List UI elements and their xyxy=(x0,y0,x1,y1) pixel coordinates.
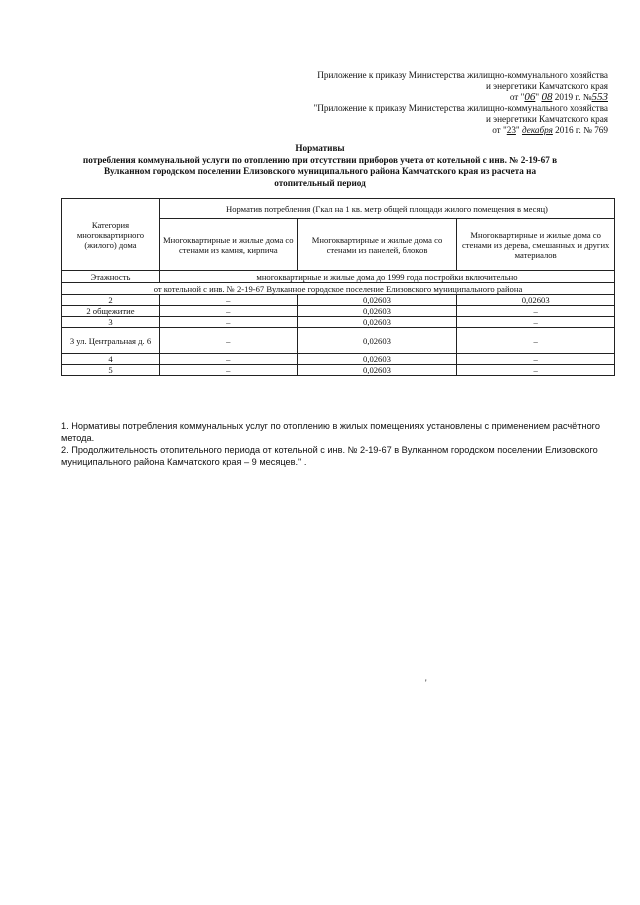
prev-date-suffix: 2016 г. № 769 xyxy=(552,125,608,135)
title-line1: Нормативы xyxy=(295,143,345,153)
col-stone-header: Многоквартирные и жилые дома со стенами из камня, кирпича xyxy=(159,219,297,271)
stray-mark: ' xyxy=(425,678,427,688)
prev-date-mid: " xyxy=(515,125,522,135)
previous-order-header xyxy=(314,103,608,136)
cell-panel: 0,02603 xyxy=(297,306,457,317)
cell-wood: – xyxy=(457,365,615,376)
col-wood-header: Многоквартирные и жилые дома со стенами из дерева, смешанных и других материалов xyxy=(457,219,615,271)
date-year: 2019 г. № xyxy=(552,92,592,102)
order-header-line1: Приложение к приказу Министерства жилищно-коммунального хозяйства xyxy=(317,70,608,80)
title-line4: отопительный период xyxy=(274,177,366,188)
prev-day: 23 xyxy=(506,125,516,135)
handwritten-day: 06 xyxy=(524,91,536,103)
document-title xyxy=(50,143,590,189)
cell-panel: 0,02603 xyxy=(297,328,457,354)
cell-panel: 0,02603 xyxy=(297,365,457,376)
table-row xyxy=(62,317,615,328)
col-panel-header: Многоквартирные и жилые дома со стенами из панелей, блоков xyxy=(297,219,457,271)
boiler-desc: от котельной с инв. № 2-19-67 Вулканное городское поселение Елизовского муниципального района xyxy=(62,283,615,295)
row-label: 2 общежитие xyxy=(62,306,160,317)
date-mid: " xyxy=(535,92,540,102)
cell-stone: – xyxy=(159,306,297,317)
title-line2: потребления коммунальной услуги по отоплению при отсутствии приборов учета от котельной с инв. № 2-19-67 в xyxy=(82,154,558,165)
row-label: 4 xyxy=(62,354,160,365)
previous-header-line2: и энергетики Камчатского края xyxy=(485,114,608,124)
row-label: 3 xyxy=(62,317,160,328)
cell-stone: – xyxy=(159,354,297,365)
previous-header-date xyxy=(314,125,608,136)
table-row xyxy=(62,306,615,317)
row-label: 5 xyxy=(62,365,160,376)
date-prefix: от " xyxy=(509,92,525,102)
row-label: 3 ул. Центральная д. 6 xyxy=(62,328,160,354)
cell-stone: – xyxy=(159,295,297,306)
cell-panel: 0,02603 xyxy=(297,317,457,328)
cell-panel: 0,02603 xyxy=(297,295,457,306)
table-row xyxy=(62,354,615,365)
cell-wood: – xyxy=(457,328,615,354)
cell-stone: – xyxy=(159,365,297,376)
table-row xyxy=(62,365,615,376)
prev-month: декабря xyxy=(521,125,553,135)
cell-panel: 0,02603 xyxy=(297,354,457,365)
cell-stone: – xyxy=(159,317,297,328)
cell-wood: – xyxy=(457,306,615,317)
category-header: Категория многоквартирного (жилого) дома xyxy=(62,199,160,271)
cell-wood: 0,02603 xyxy=(457,295,615,306)
order-header xyxy=(317,70,608,103)
prev-date-prefix: от " xyxy=(492,125,507,135)
order-header-date xyxy=(317,92,608,103)
floors-label: Этажность xyxy=(62,271,160,283)
handwritten-number: 553 xyxy=(591,91,608,103)
norms-table xyxy=(61,198,615,376)
cell-wood: – xyxy=(457,317,615,328)
note-1: 1. Нормативы потребления коммунальных услуг по отоплению в жилых помещениях установлены с применением расчётного метода. xyxy=(61,421,600,443)
floors-desc: многоквартирные и жилые дома до 1999 года постройки включительно xyxy=(159,271,614,283)
norm-header: Норматив потребления (Гкал на 1 кв. метр общей площади жилого помещения в месяц) xyxy=(159,199,614,219)
row-label: 2 xyxy=(62,295,160,306)
notes xyxy=(61,421,615,469)
cell-stone: – xyxy=(159,328,297,354)
handwritten-month: 08 xyxy=(541,91,553,103)
note-2: 2. Продолжительность отопительного периода от котельной с инв. № 2-19-67 в Вулканном городском поселении Елизовского муниципального района Камчатского края – 9 месяцев." . xyxy=(61,445,598,467)
table-row xyxy=(62,295,615,306)
cell-wood: – xyxy=(457,354,615,365)
table-row xyxy=(62,328,615,354)
previous-header-line1: "Приложение к приказу Министерства жилищно-коммунального хозяйства xyxy=(313,103,608,113)
title-line3: Вулканном городском поселении Елизовского муниципального района Камчатского края из расчета на xyxy=(103,166,537,176)
order-header-line2: и энергетики Камчатского края xyxy=(485,81,608,91)
